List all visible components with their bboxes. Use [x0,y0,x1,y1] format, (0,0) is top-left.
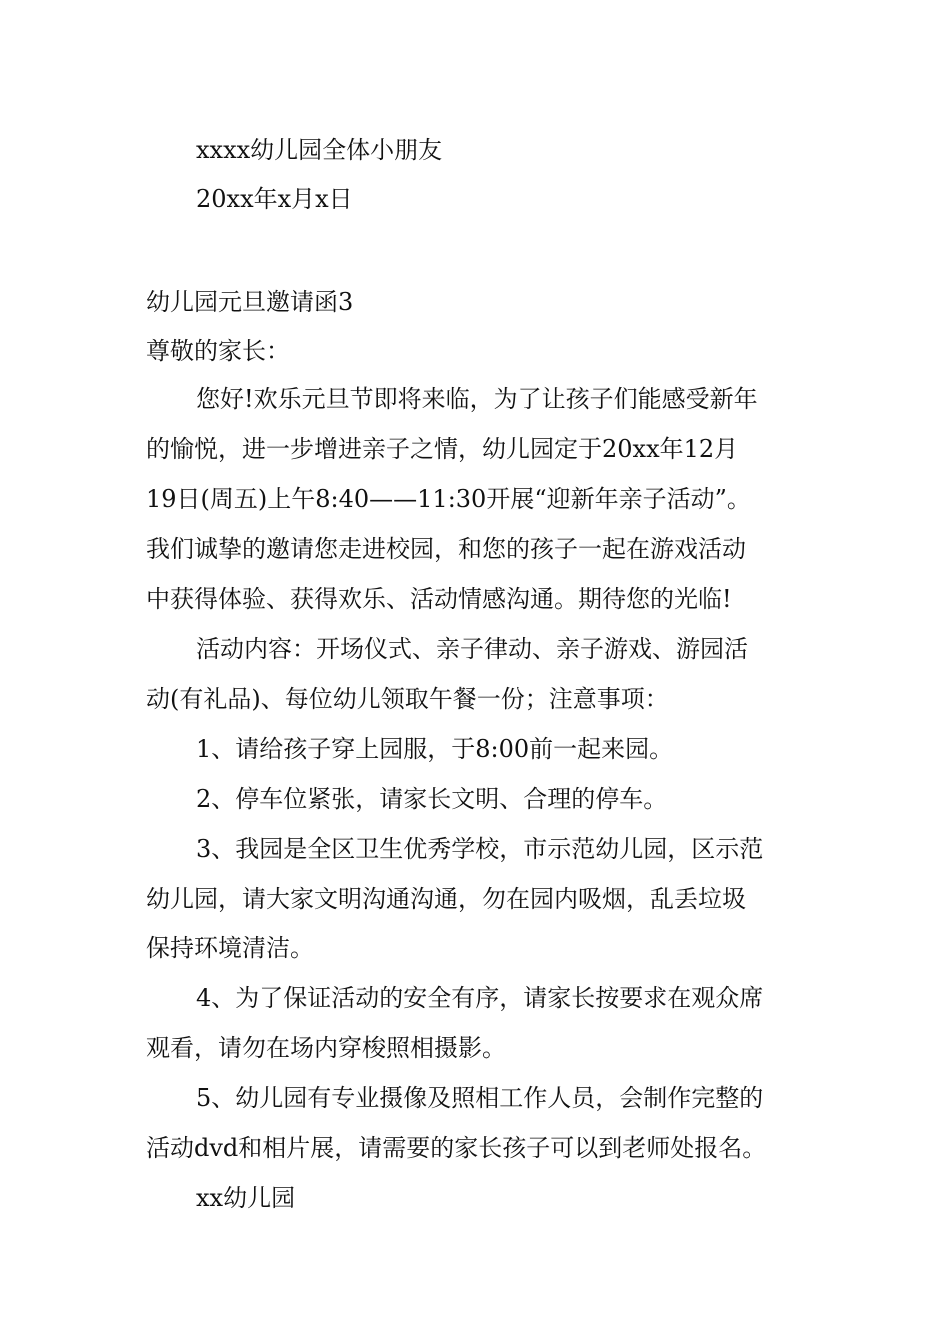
notice-item: 3、我园是全区卫生优秀学校，市示范幼儿园，区示范 [196,835,764,863]
notice-item: 2、停车位紧张，请家长文明、合理的停车。 [196,785,668,813]
notice-item: 5、幼儿园有专业摄像及照相工作人员，会制作完整的 [196,1084,764,1112]
body-line: 的愉悦，进一步增进亲子之情，幼儿园定于20xx年12月 [146,435,739,463]
letter-title: 幼儿园元旦邀请函3 [146,288,354,316]
notice-item: 幼儿园，请大家文明沟通沟通，勿在园内吸烟，乱丢垃圾 [146,885,746,913]
body-line: 中获得体验、获得欢乐、活动情感沟通。期待您的光临! [146,585,732,613]
previous-sender: xxxx幼儿园全体小朋友 [196,136,443,164]
letter-signature: xx幼儿园 [196,1184,296,1212]
notice-item: 观看，请勿在场内穿梭照相摄影。 [146,1034,506,1062]
notice-item: 保持环境清洁。 [146,934,314,962]
notice-item: 1、请给孩子穿上园服，于8:00前一起来园。 [196,735,674,763]
previous-date: 20xx年x月x日 [196,185,353,213]
body-line: 您好!欢乐元旦节即将来临，为了让孩子们能感受新年 [196,385,758,413]
notice-item: 4、为了保证活动的安全有序，请家长按要求在观众席 [196,984,764,1012]
body-line: 我们诚挚的邀请您走进校园，和您的孩子一起在游戏活动 [146,535,746,563]
notice-item: 活动dvd和相片展，请需要的家长孩子可以到老师处报名。 [146,1134,767,1162]
body-line: 活动内容：开场仪式、亲子律动、亲子游戏、游园活 [196,635,748,663]
body-line: 动(有礼品)、每位幼儿领取午餐一份；注意事项： [146,685,669,713]
letter-salutation: 尊敬的家长： [146,337,290,365]
body-line: 19日(周五)上午8:40——11:30开展“迎新年亲子活动”。 [146,485,751,513]
